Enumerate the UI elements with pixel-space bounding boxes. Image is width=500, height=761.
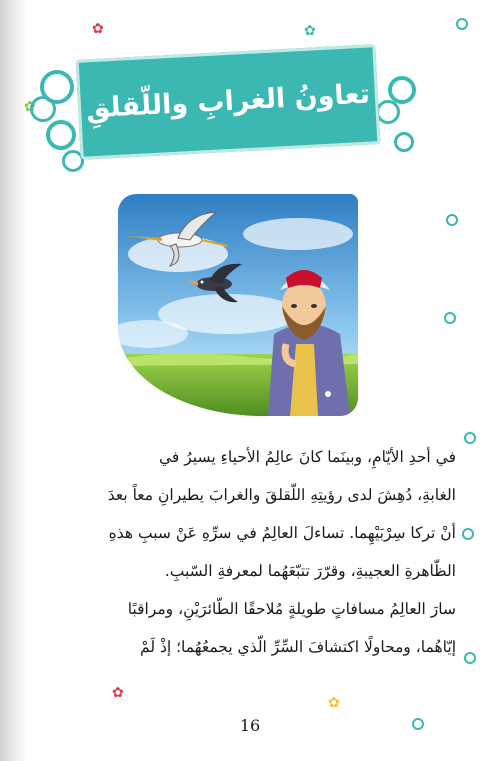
ring-decoration xyxy=(464,432,476,444)
flower-decoration: ✿ xyxy=(92,21,104,37)
story-line: سارَ العالِمُ مسافاتٍ طويلةٍ مُلاحقًا الطّائرَيْنِ، ومراقبًا xyxy=(127,600,456,618)
ring-decoration xyxy=(462,528,474,540)
flower-decoration: ✿ xyxy=(24,99,36,115)
ring-decoration xyxy=(446,214,458,226)
ring-decoration xyxy=(444,312,456,324)
flower-decoration: ✿ xyxy=(112,685,124,701)
story-line: أنْ تركا سِرْبَيْهِما. تساءلَ العالِمُ في سرِّهِ عَنْ سببِ هذهِ xyxy=(108,524,456,542)
story-illustration xyxy=(118,194,358,416)
ring-decoration xyxy=(30,96,56,122)
story-line: في أحدِ الأيّامِ، وبينَما كانَ عالِمُ الأحياءِ يسيرُ في xyxy=(159,448,456,466)
ring-decoration xyxy=(456,18,468,30)
page-number: 16 xyxy=(239,716,261,735)
ring-decoration xyxy=(376,100,400,124)
story-line: إيّاهُما، ومحاولًا اكتشافَ السِّرِّ الّذي يجمعُهُما؛ إذْ لَمْ xyxy=(140,638,456,656)
ring-decoration xyxy=(464,652,476,664)
story-paragraph xyxy=(40,438,456,666)
story-line: الظّاهرةِ العجيبةِ، وقرّرَ تتبّعَهُما لمعرفةِ السّببِ. xyxy=(164,562,456,580)
ring-decoration xyxy=(394,132,414,152)
flower-decoration: ✿ xyxy=(304,23,316,39)
flower-decoration: ✿ xyxy=(328,695,340,711)
story-line: الغابةِ، دُهِشَ لدى رؤيتِهِ اللّقلقَ والغرابَ يطيرانِ معاً بعدَ xyxy=(107,486,456,504)
ring-decoration xyxy=(46,120,76,150)
illustration-scene xyxy=(118,194,358,416)
page-title: تعاونُ الغرابِ واللّقلقِ xyxy=(85,78,371,125)
